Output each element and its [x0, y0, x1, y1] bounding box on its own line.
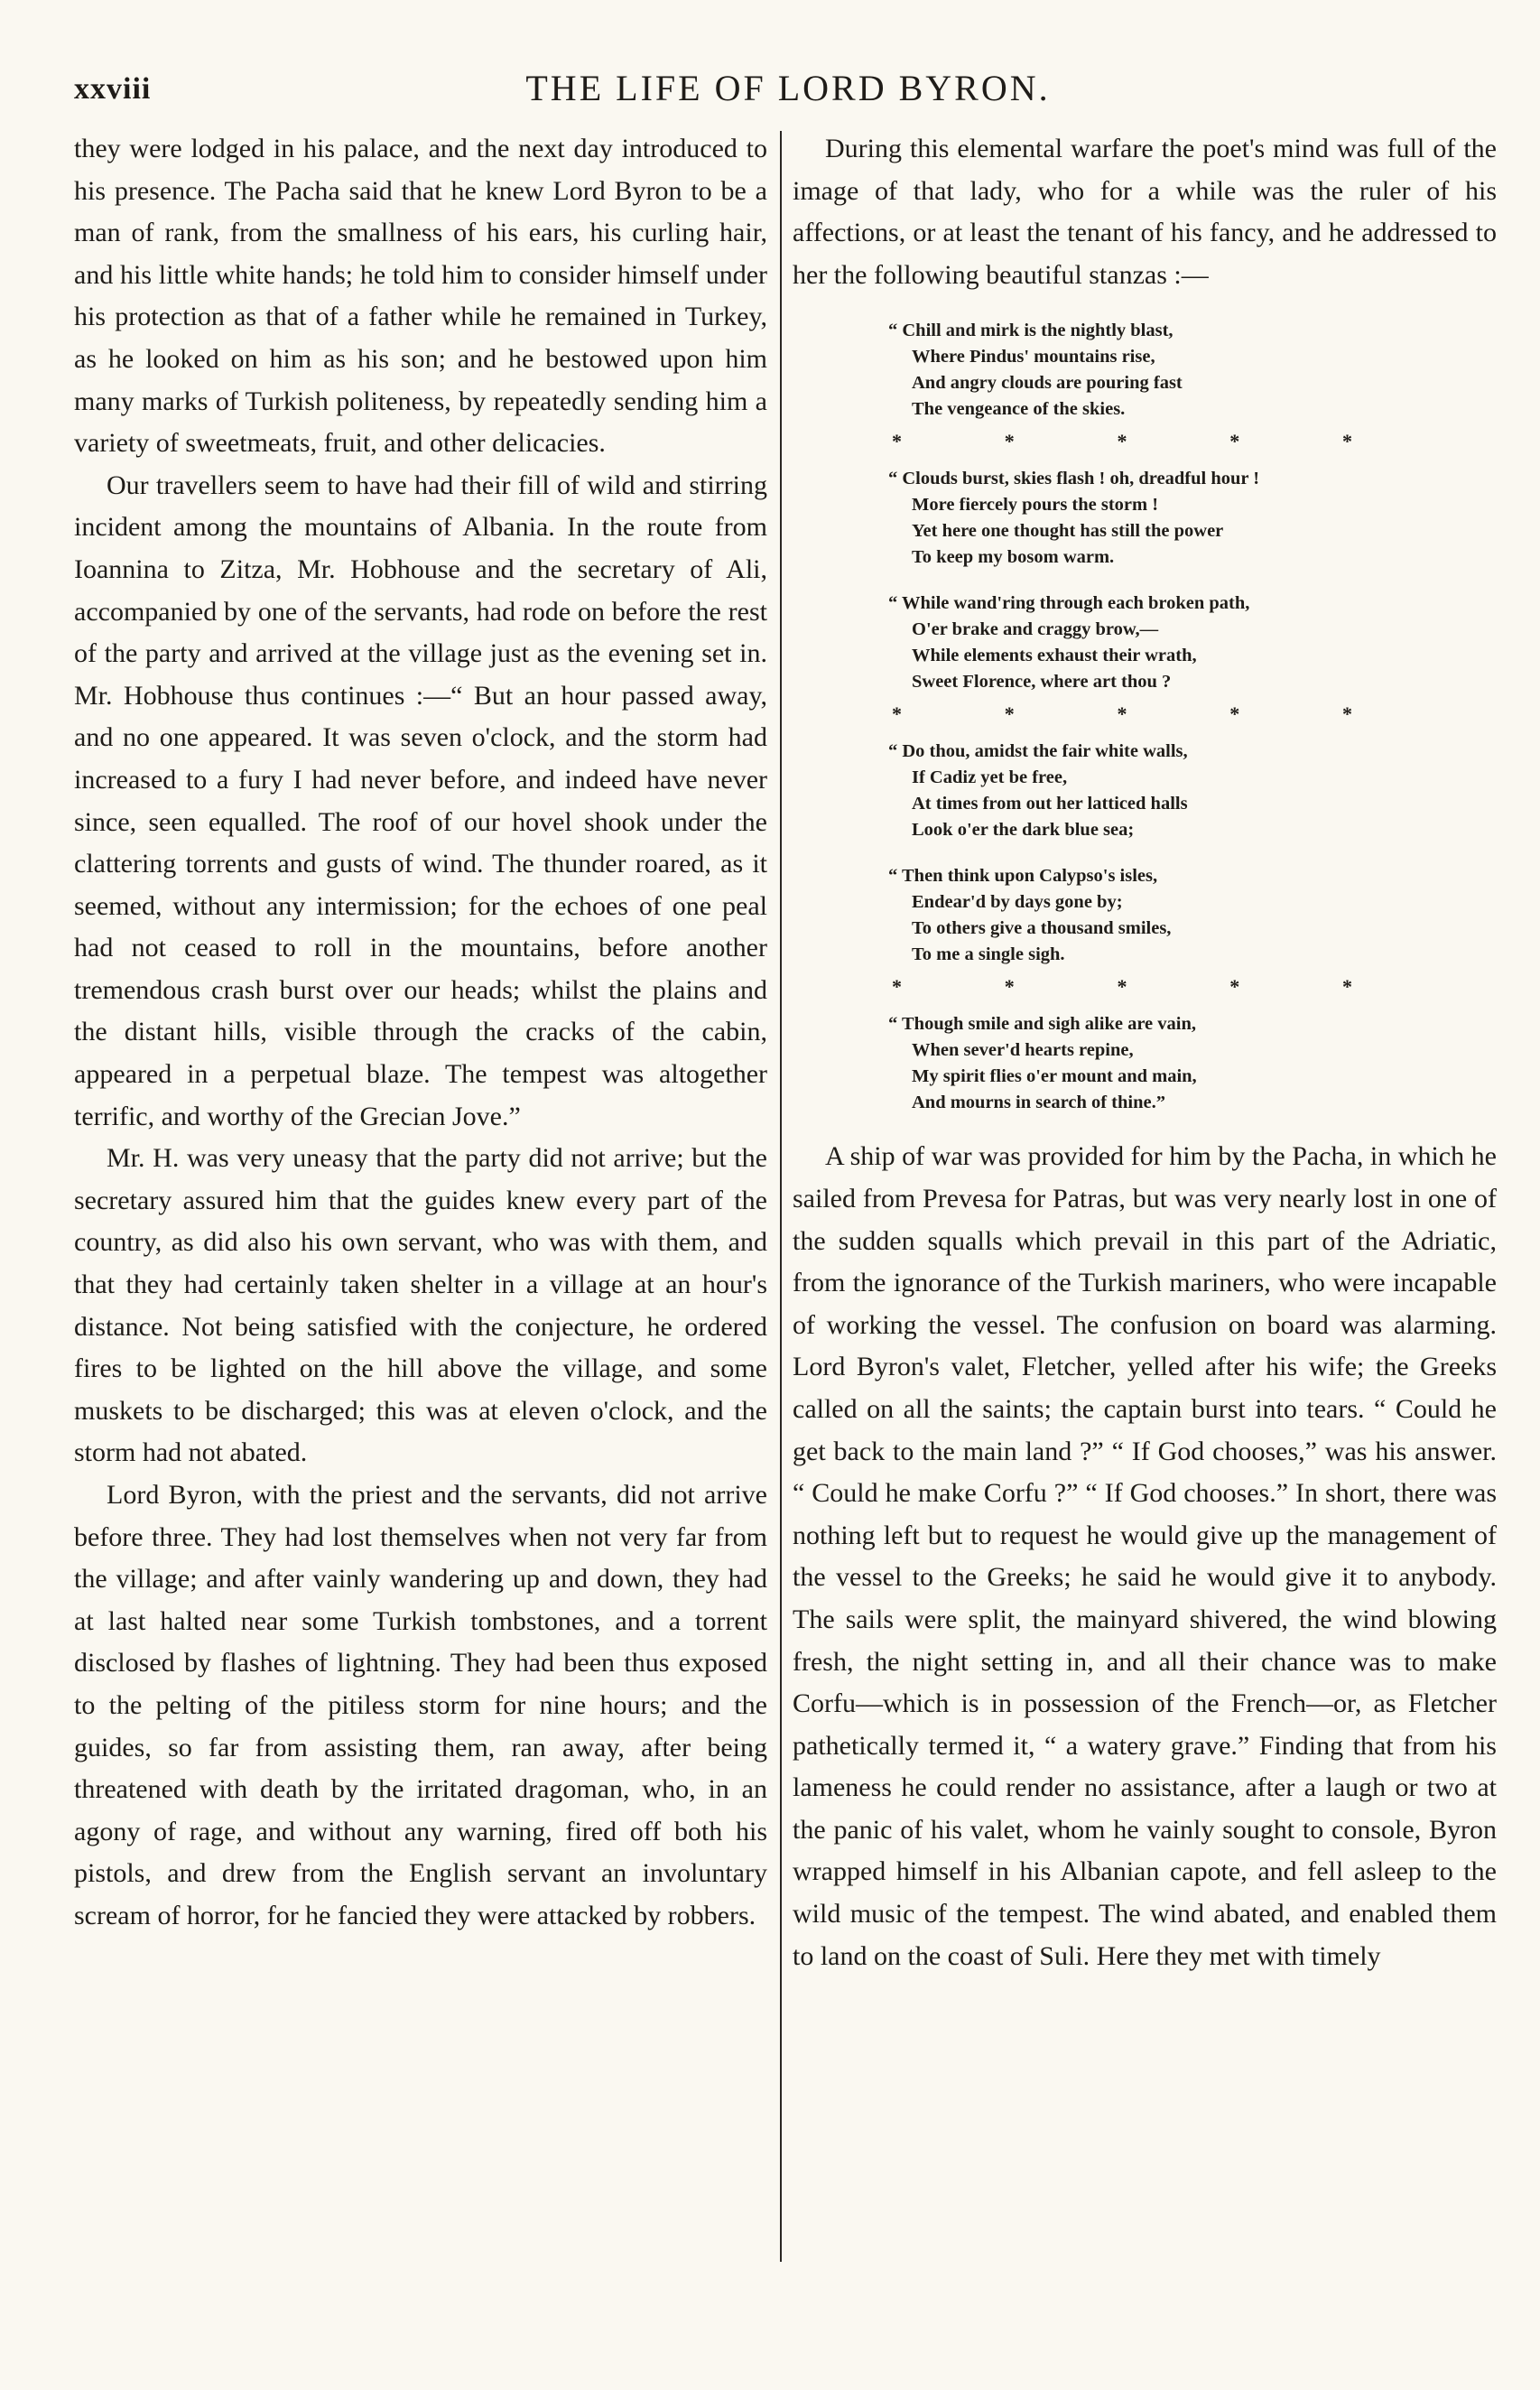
page-number: xxviii — [74, 72, 152, 106]
star: * — [1117, 430, 1127, 453]
star: * — [892, 430, 902, 453]
paragraph: Mr. H. was very uneasy that the party did not arrive; but the secretary assured him that the guides knew every part of the country, as did also his own servant, who was with them, and that they had certainly taken shelter in a village at an hour's distance. Not being satisfied with the conjecture, he ordered fires to be lighted on the hill above the village, and some muskets to be discharged; this was at eleven o'clock, and the storm had not abated. — [74, 1143, 767, 1468]
verse-line: And angry clouds are pouring fast — [912, 373, 1183, 394]
column-divider — [780, 131, 782, 2262]
verse-line: If Cadiz yet be free, — [912, 767, 1068, 788]
star: * — [892, 975, 902, 999]
verse-line: More fiercely pours the storm ! — [912, 495, 1159, 516]
verse-line: “ Then think upon Calypso's isles, — [888, 866, 1158, 887]
paragraph: A ship of war was provided for him by the Pacha, in which he sailed from Prevesa for Patras, but was very nearly lost in one of the sudden squalls which prevail in this part of the Adriatic, from the ignorance of the Turkish mariners, who were incapable of working the vessel. The confusion on board was alarming. Lord Byron's valet, Fletcher, yelled after his wife; the Greeks called on all the saints; the captain burst into tears. “ Could he get back to the main land ?” “ If God chooses,” was his answer. “ Could he make Corfu ?” “ If God chooses.” In short, there was nothing left but to request he would give up the management of the vessel to the Greeks; he said he would give it to anybody. The sails were split, the mainyard shivered, the wind blowing fresh, the night setting in, and all their chance was to make Corfu—which is in possession of the French—or, as Fletcher pathetically termed it, “ a watery grave.” Finding that from his lameness he could render no assistance, after a laugh or two at the panic of his valet, whom he vainly sought to console, Byron wrapped himself in his Albanian capote, and fell asleep to the wild music of the tempest. The wind abated, and enabled them to land on the coast of Suli. Here they met with timely — [793, 1141, 1497, 1971]
paragraph: they were lodged in his palace, and the next day introduced to his presence. The Pacha said that he knew Lord Byron to be a man of rank, from the smallness of his ears, his curling hair, and his little white hands; he told him to consider himself under his protection as that of a father while he remained in Turkey, as he looked on him as his son; and he bestowed upon him many marks of Turkish politeness, by repeatedly sending him a variety of sweetmeats, fruit, and other delicacies. — [74, 134, 767, 459]
left-column — [74, 128, 767, 1938]
star: * — [1229, 975, 1240, 999]
verse-line: O'er brake and craggy brow,— — [912, 619, 1159, 640]
stanza — [888, 863, 1497, 968]
verse-line: To keep my bosom warm. — [912, 547, 1115, 568]
stanza — [888, 318, 1497, 423]
stanza — [888, 1011, 1497, 1116]
verse-line: To me a single sigh. — [912, 944, 1065, 965]
star: * — [1004, 975, 1015, 999]
paragraph: During this elemental warfare the poet's mind was full of the image of that lady, who for a while was the ruler of his affections, or at least the tenant of his fancy, and he addressed to her the following beautiful stanzas :— — [793, 134, 1497, 290]
star: * — [1229, 702, 1240, 726]
verse-line: Yet here one thought has still the power — [912, 521, 1224, 542]
stars-divider — [892, 977, 1352, 997]
stanza — [888, 739, 1497, 843]
verse-line: “ Though smile and sigh alike are vain, — [888, 1014, 1196, 1035]
verse-line: And mourns in search of thine.” — [912, 1093, 1165, 1113]
star: * — [1342, 975, 1352, 999]
star: * — [1117, 702, 1127, 726]
verse-line: “ Chill and mirk is the nightly blast, — [888, 321, 1174, 341]
verse-line: To others give a thousand smiles, — [912, 918, 1172, 939]
star: * — [1117, 975, 1127, 999]
right-column — [793, 128, 1497, 1977]
star: * — [1004, 702, 1015, 726]
paragraph: Lord Byron, with the priest and the servants, did not arrive before three. They had lost themselves when not very far from the village; and after vainly wandering up and down, they had at last halted near some Turkish tombstones, and a torrent disclosed by flashes of lightning. They had been thus exposed to the pelting of the pitiless storm for nine hours; and the guides, so far from assisting them, ran away, after being threatened with death by the irritated dragoman, who, in an agony of rage, and without any warning, fired off both his pistols, and drew from the English servant an involuntary scream of horror, for he fancied they were attacked by robbers. — [74, 1480, 767, 1930]
poem — [888, 318, 1497, 1116]
star: * — [892, 702, 902, 726]
star: * — [1229, 430, 1240, 453]
verse-line: Look o'er the dark blue sea; — [912, 820, 1135, 841]
paragraph: Our travellers seem to have had their fill of wild and stirring incident among the mountains of Albania. In the route from Ioannina to Zitza, Mr. Hobhouse and the secretary of Ali, accompanied by one of the servants, had rode on before the rest of the party and arrived at the village just as the evening set in. Mr. Hobhouse thus continues :—“ But an hour passed away, and no one appeared. It was seven o'clock, and the storm had increased to a fury I had never before, and indeed have never since, seen equalled. The roof of our hovel shook under the clattering torrents and gusts of wind. The thunder roared, as it seemed, without any intermission; for the echoes of one peal had not ceased to roll in the mountains, before another tremendous crash burst over our heads; whilst the plains and the distant hills, visible through the cracks of the cabin, appeared in a perpetual blaze. The tempest was altogether terrific, and worthy of the Grecian Jove.” — [74, 470, 767, 1131]
verse-line: The vengeance of the skies. — [912, 399, 1126, 420]
page-header — [74, 67, 1502, 112]
verse-line: My spirit flies o'er mount and main, — [912, 1066, 1197, 1087]
verse-line: Endear'd by days gone by; — [912, 892, 1123, 913]
verse-line: While elements exhaust their wrath, — [912, 646, 1197, 666]
star: * — [1342, 430, 1352, 453]
verse-line: “ Clouds burst, skies flash ! oh, dreadful hour ! — [888, 469, 1260, 489]
stanza — [888, 466, 1497, 571]
stars-divider — [892, 704, 1352, 724]
running-title: THE LIFE OF LORD BYRON. — [525, 68, 1051, 108]
verse-line: When sever'd hearts repine, — [912, 1040, 1134, 1061]
stars-divider — [892, 432, 1352, 451]
verse-line: Sweet Florence, where art thou ? — [912, 672, 1172, 693]
star: * — [1342, 702, 1352, 726]
verse-line: “ Do thou, amidst the fair white walls, — [888, 741, 1188, 762]
star: * — [1004, 430, 1015, 453]
verse-line: At times from out her latticed halls — [912, 794, 1188, 814]
verse-line: Where Pindus' mountains rise, — [912, 347, 1155, 367]
verse-line: “ While wand'ring through each broken path, — [888, 593, 1250, 614]
stanza — [888, 591, 1497, 695]
